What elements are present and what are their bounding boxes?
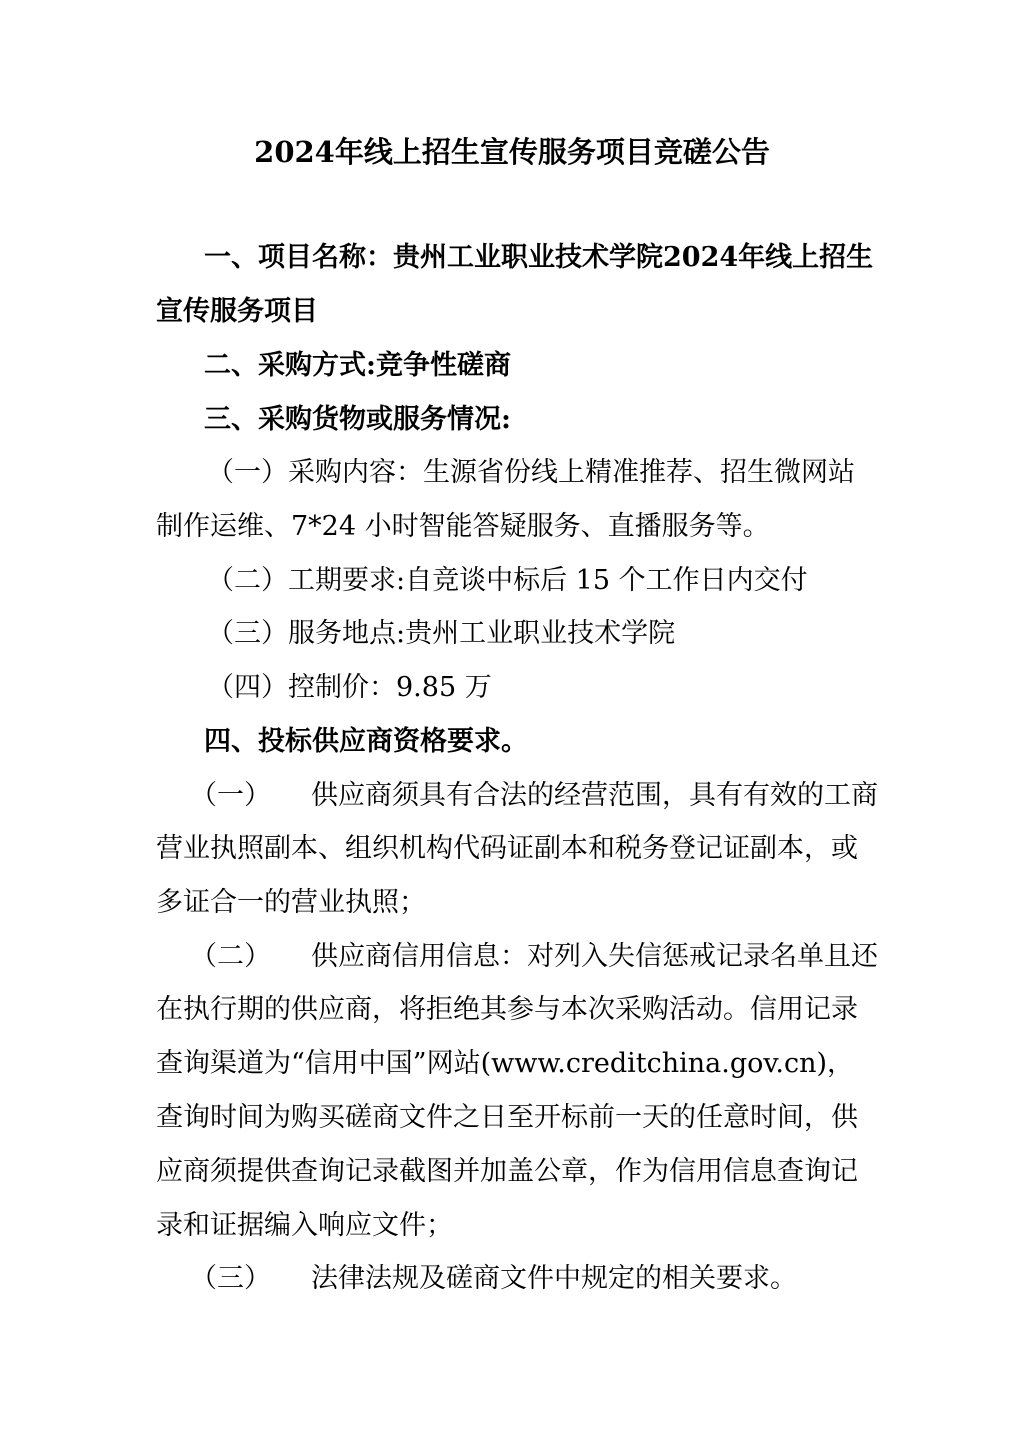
procurement-method: 二、采购方式:竞争性磋商 [204,350,511,381]
qualification-item-2-line-2: 在执行期的供应商，将拒绝其参与本次采购活动。信用记录 [156,994,858,1025]
qualification-item-2-line-3: 查询渠道为“信用中国”网站(www.creditchina.gov.cn)， [156,1048,855,1079]
schedule-line: （二）工期要求:自竞谈中标后 15 个工作日内交付 [207,565,808,596]
qualification-item-2-line-6: 录和证据编入响应文件； [156,1210,453,1241]
qualification-item-2-label: （二） [190,941,271,972]
goods-services-heading: 三、采购货物或服务情况: [204,404,511,435]
project-name-line-1: 一、项目名称：贵州工业职业技术学院2024年线上招生 [204,242,874,273]
price-line: （四）控制价：9.85 万 [207,672,492,703]
qualification-item-1-line-1 [190,776,878,816]
qualification-item-3-label: （三） [190,1263,271,1294]
qualification-item-1-text: 供应商须具有合法的经营范围，具有有效的工商 [311,780,878,811]
qualification-item-2-line-1 [190,937,878,977]
content-line-1: （一）采购内容：生源省份线上精准推荐、招生微网站 [207,457,855,488]
document-title: 2024年线上招生宣传服务项目竞磋公告 [254,135,770,169]
qualification-item-2-text: 供应商信用信息：对列入失信惩戒记录名单且还 [311,941,878,972]
qualification-item-3-line-1 [190,1259,797,1299]
qualification-item-2-line-4: 查询时间为购买磋商文件之日至开标前一天的任意时间，供 [156,1102,858,1133]
qualification-item-1-line-2: 营业执照副本、组织机构代码证副本和税务登记证副本，或 [156,833,858,864]
content-line-2: 制作运维、7*24 小时智能答疑服务、直播服务等。 [156,511,770,542]
qualification-item-3-text: 法律法规及磋商文件中规定的相关要求。 [311,1263,797,1294]
project-name-line-2: 宣传服务项目 [156,296,318,327]
qualification-item-2-line-5: 应商须提供查询记录截图并加盖公章，作为信用信息查询记 [156,1156,858,1187]
qualifications-heading: 四、投标供应商资格要求。 [204,726,528,757]
qualification-item-1-line-3: 多证合一的营业执照； [156,887,426,918]
qualification-item-1-label: （一） [190,780,271,811]
location-line: （三）服务地点:贵州工业职业技术学院 [207,618,676,649]
